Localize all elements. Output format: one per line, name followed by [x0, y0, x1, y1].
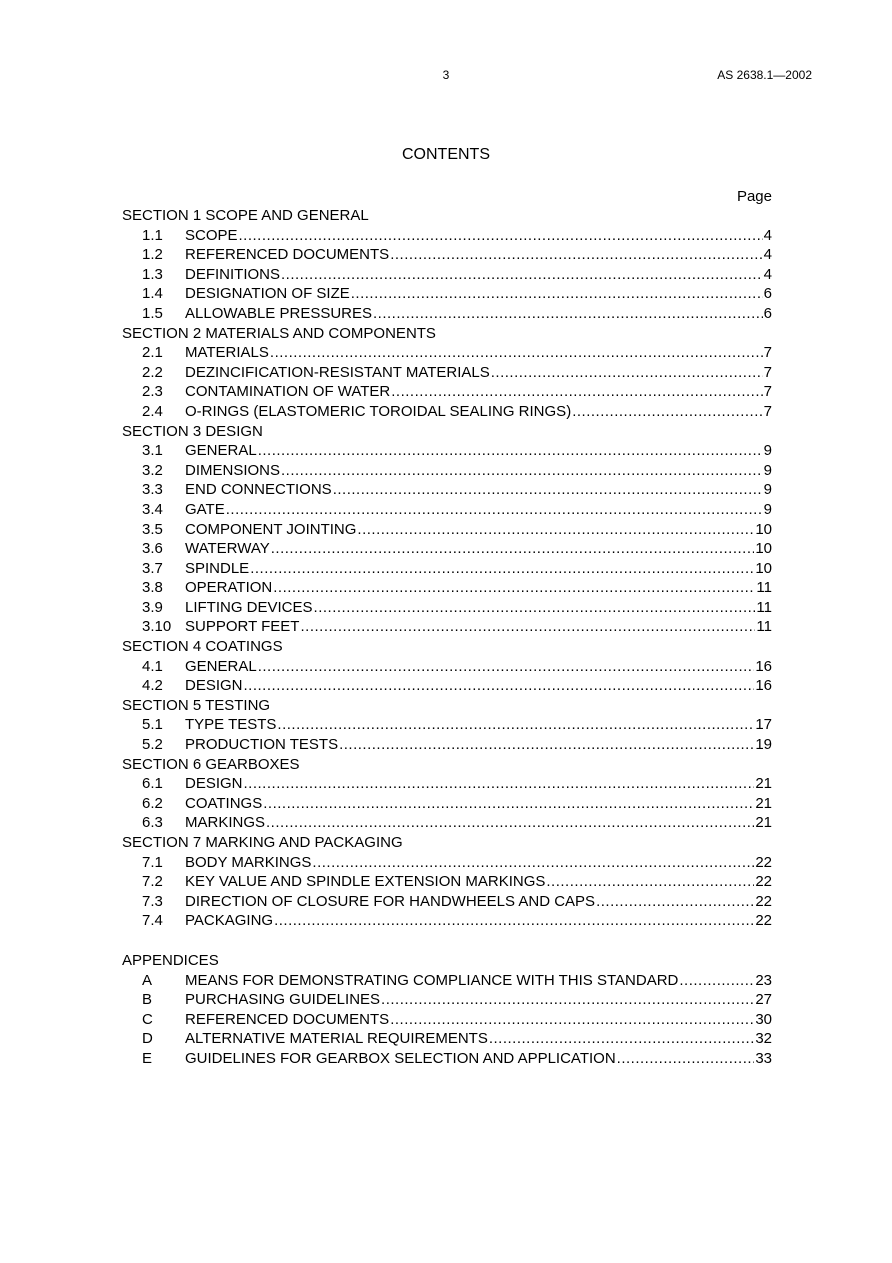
toc-entry-number: E	[142, 1049, 153, 1067]
toc-entry[interactable]	[122, 892, 772, 912]
toc-entry-title: PURCHASING GUIDELINES	[185, 991, 381, 1009]
toc-entry-number: 2.2	[142, 363, 163, 381]
toc-entry-title: BODY MARKINGS	[185, 853, 312, 871]
toc-entry-title: GENERAL	[185, 442, 257, 460]
toc-entry-number: 3.9	[142, 598, 163, 616]
toc-entry[interactable]	[122, 382, 772, 402]
dot-leader	[300, 617, 755, 637]
toc-entry[interactable]	[122, 715, 772, 735]
toc-entry-number: 3.8	[142, 579, 163, 597]
toc-entry-title: REFERENCED DOCUMENTS	[185, 1010, 390, 1028]
toc-entry[interactable]	[122, 559, 772, 579]
toc-entry[interactable]	[122, 402, 772, 422]
toc-entry-page: 16	[755, 677, 772, 695]
dot-leader	[277, 715, 754, 735]
toc-entry[interactable]	[122, 304, 772, 324]
toc-entry-number: 1.5	[142, 304, 163, 322]
toc-entry-number: 3.7	[142, 559, 163, 577]
toc-entry-page: 19	[755, 736, 772, 754]
toc-entry-page: 32	[755, 1030, 772, 1048]
toc-entry[interactable]	[122, 284, 772, 304]
toc-entry-page: 9	[763, 442, 772, 460]
toc-entry-page: 9	[763, 481, 772, 499]
toc-entry-title: O-RINGS (ELASTOMERIC TOROIDAL SEALING RINGS)	[185, 402, 572, 420]
toc-entry-title: GATE	[185, 500, 225, 518]
dot-leader	[271, 539, 755, 559]
toc-entry-title: OPERATION	[185, 579, 273, 597]
toc-entry-page: 22	[755, 912, 772, 930]
toc-entry-page: 9	[763, 461, 772, 479]
toc-entry[interactable]	[122, 774, 772, 794]
toc-entry-title: DESIGNATION OF SIZE	[185, 285, 350, 303]
toc-entry-number: B	[142, 991, 153, 1009]
toc-entry[interactable]	[122, 480, 772, 500]
toc-entry-page: 4	[763, 226, 772, 244]
toc-entry-page: 33	[755, 1049, 772, 1067]
toc-entry-page: 7	[763, 402, 772, 420]
toc-entry-page: 27	[755, 991, 772, 1009]
toc-entry[interactable]	[122, 363, 772, 383]
toc-entry-page: 10	[755, 540, 772, 558]
toc-entry-page: 30	[755, 1010, 772, 1028]
toc-entry-title: DESIGN	[185, 677, 243, 695]
section-heading: SECTION 6 GEARBOXES	[122, 755, 300, 773]
dot-leader	[270, 343, 763, 363]
dot-leader	[333, 480, 763, 500]
toc-entry-title: MEANS FOR DEMONSTRATING COMPLIANCE WITH THIS STANDARD	[185, 971, 679, 989]
toc-entry-page: 11	[756, 579, 772, 597]
toc-entry-page: 11	[756, 598, 772, 616]
toc-entry[interactable]	[122, 657, 772, 677]
toc-entry-title: DEZINCIFICATION-RESISTANT MATERIALS	[185, 363, 490, 381]
toc-entry-title: MARKINGS	[185, 814, 266, 832]
toc-entry-title: REFERENCED DOCUMENTS	[185, 246, 390, 264]
dot-leader	[351, 284, 763, 304]
dot-leader	[489, 1029, 754, 1049]
dot-leader	[546, 872, 754, 892]
toc-entry-page: 7	[763, 344, 772, 362]
toc-entry[interactable]	[122, 578, 772, 598]
toc-entry-number: 2.4	[142, 402, 163, 420]
toc-entry-number: 3.5	[142, 520, 163, 538]
table-of-contents	[122, 206, 772, 1069]
toc-entry-number: 3.3	[142, 481, 163, 499]
toc-entry-number: C	[142, 1010, 153, 1028]
dot-leader	[491, 363, 763, 383]
toc-entry[interactable]	[122, 226, 772, 246]
toc-entry-page: 22	[755, 853, 772, 871]
dot-leader	[258, 441, 763, 461]
toc-entry[interactable]	[122, 461, 772, 481]
toc-entry-number: 5.2	[142, 736, 163, 754]
toc-entry[interactable]	[122, 343, 772, 363]
dot-leader	[263, 794, 754, 814]
toc-entry[interactable]	[122, 735, 772, 755]
contents-title: CONTENTS	[402, 146, 490, 163]
toc-entry-page: 9	[763, 500, 772, 518]
toc-entry-page: 21	[755, 794, 772, 812]
toc-entry-number: 7.3	[142, 892, 163, 910]
toc-entry[interactable]	[122, 911, 772, 931]
toc-entry-number: 4.2	[142, 677, 163, 695]
toc-entry-number: 3.6	[142, 540, 163, 558]
toc-entry-page: 21	[755, 814, 772, 832]
toc-entry-title: PACKAGING	[185, 912, 274, 930]
toc-entry-number: 2.1	[142, 344, 163, 362]
dot-leader	[572, 402, 762, 422]
standard-designation: AS 2638.1—2002	[717, 68, 812, 82]
dot-leader	[596, 892, 754, 912]
toc-entry-title: GUIDELINES FOR GEARBOX SELECTION AND APPLICATION	[185, 1049, 616, 1067]
section-heading: APPENDICES	[122, 951, 219, 969]
dot-leader	[381, 990, 754, 1010]
toc-entry-page: 10	[755, 559, 772, 577]
toc-entry-page: 11	[756, 618, 772, 636]
toc-entry-number: 3.4	[142, 500, 163, 518]
page-number: 3	[442, 68, 450, 82]
toc-entry[interactable]	[122, 598, 772, 618]
toc-entry[interactable]	[122, 676, 772, 696]
dot-leader	[266, 813, 754, 833]
toc-entry-page: 6	[763, 285, 772, 303]
dot-leader	[312, 853, 754, 873]
toc-entry-page: 22	[755, 892, 772, 910]
dot-leader	[314, 598, 756, 618]
toc-entry-number: 7.4	[142, 912, 163, 930]
toc-entry-number: 4.1	[142, 657, 163, 675]
dot-leader	[281, 461, 763, 481]
toc-entry-title: SPINDLE	[185, 559, 250, 577]
dot-leader	[258, 657, 755, 677]
dot-leader	[390, 1010, 754, 1030]
toc-entry[interactable]	[122, 1010, 772, 1030]
dot-leader	[239, 226, 763, 246]
toc-entry-page: 7	[763, 383, 772, 401]
section-heading: SECTION 5 TESTING	[122, 696, 271, 714]
section-heading: SECTION 7 MARKING AND PACKAGING	[122, 834, 403, 851]
toc-entry-page: 17	[755, 716, 772, 734]
toc-entry-number: 7.2	[142, 873, 163, 891]
dot-leader	[373, 304, 763, 324]
toc-entry-title: ALLOWABLE PRESSURES	[185, 304, 373, 322]
toc-entry-title: ALTERNATIVE MATERIAL REQUIREMENTS	[185, 1030, 488, 1048]
toc-entry-number: 6.1	[142, 775, 163, 793]
toc-entry[interactable]	[122, 853, 772, 873]
toc-entry-page: 10	[755, 520, 772, 538]
toc-entry-page: 4	[763, 246, 772, 264]
toc-entry-page: 22	[755, 873, 772, 891]
toc-entry-number: 6.2	[142, 794, 163, 812]
dot-leader	[273, 578, 755, 598]
section-heading: SECTION 3 DESIGN	[122, 422, 263, 440]
toc-entry[interactable]	[122, 500, 772, 520]
toc-entry[interactable]	[122, 1049, 772, 1069]
dot-leader	[390, 245, 762, 265]
toc-entry-number: 3.2	[142, 461, 163, 479]
toc-entry[interactable]	[122, 245, 772, 265]
toc-entry-title: KEY VALUE AND SPINDLE EXTENSION MARKINGS	[185, 873, 546, 891]
dot-leader	[357, 520, 754, 540]
toc-entry-page: 21	[755, 775, 772, 793]
toc-entry-title: COMPONENT JOINTING	[185, 520, 357, 538]
toc-entry-number: 1.1	[142, 226, 163, 244]
toc-entry[interactable]	[122, 990, 772, 1010]
section-heading: SECTION 1 SCOPE AND GENERAL	[122, 207, 369, 224]
toc-entry-title: GENERAL	[185, 657, 257, 675]
dot-leader	[281, 265, 763, 285]
toc-entry-title: PRODUCTION TESTS	[185, 736, 339, 754]
toc-entry-title: DEFINITIONS	[185, 265, 281, 283]
toc-entry[interactable]	[122, 617, 772, 637]
toc-entry-title: END CONNECTIONS	[185, 481, 332, 499]
dot-leader	[679, 971, 754, 991]
dot-leader	[226, 500, 763, 520]
toc-entry-page: 6	[763, 304, 772, 322]
toc-entry-number: 3.1	[142, 442, 163, 460]
toc-entry-title: WATERWAY	[185, 540, 270, 558]
toc-entry[interactable]	[122, 539, 772, 559]
toc-entry-page: 16	[755, 657, 772, 675]
toc-entry-title: MATERIALS	[185, 344, 269, 362]
toc-entry-number: 1.4	[142, 285, 163, 303]
toc-entry-title: CONTAMINATION OF WATER	[185, 383, 391, 401]
toc-entry-number: D	[142, 1030, 153, 1048]
section-heading: SECTION 2 MATERIALS AND COMPONENTS	[122, 324, 436, 342]
toc-entry-title: COATINGS	[185, 794, 263, 812]
spacer	[122, 931, 772, 951]
toc-entry[interactable]	[122, 971, 772, 991]
dot-leader	[244, 774, 755, 794]
toc-entry-title: DIMENSIONS	[185, 461, 281, 479]
dot-leader	[244, 676, 755, 696]
toc-entry-number: 1.2	[142, 246, 163, 264]
toc-entry-title: DESIGN	[185, 775, 243, 793]
dot-leader	[617, 1049, 755, 1069]
toc-entry-number: 3.10	[142, 618, 172, 636]
toc-entry[interactable]	[122, 794, 772, 814]
dot-leader	[339, 735, 754, 755]
toc-entry-title: LIFTING DEVICES	[185, 598, 313, 616]
toc-entry[interactable]	[122, 813, 772, 833]
toc-entry[interactable]	[122, 1029, 772, 1049]
toc-entry-page: 7	[763, 363, 772, 381]
dot-leader	[250, 559, 754, 579]
toc-entry[interactable]	[122, 872, 772, 892]
toc-entry-title: TYPE TESTS	[185, 716, 277, 734]
toc-entry-number: 6.3	[142, 814, 163, 832]
dot-leader	[274, 911, 754, 931]
toc-entry-title: SCOPE	[185, 226, 238, 244]
section-heading: SECTION 4 COATINGS	[122, 638, 283, 656]
toc-entry-page: 23	[755, 971, 772, 989]
toc-entry-number: 1.3	[142, 265, 163, 283]
page-column-label: Page	[736, 188, 772, 205]
toc-entry-number: 5.1	[142, 716, 163, 734]
dot-leader	[391, 382, 762, 402]
toc-entry-number: A	[142, 971, 153, 989]
toc-entry-page: 4	[763, 265, 772, 283]
toc-entry[interactable]	[122, 520, 772, 540]
toc-entry[interactable]	[122, 265, 772, 285]
toc-entry-number: 7.1	[142, 853, 163, 871]
toc-entry-number: 2.3	[142, 383, 163, 401]
toc-entry-title: SUPPORT FEET	[185, 618, 300, 636]
toc-entry-title: DIRECTION OF CLOSURE FOR HANDWHEELS AND CAPS	[185, 892, 596, 910]
toc-entry[interactable]	[122, 441, 772, 461]
